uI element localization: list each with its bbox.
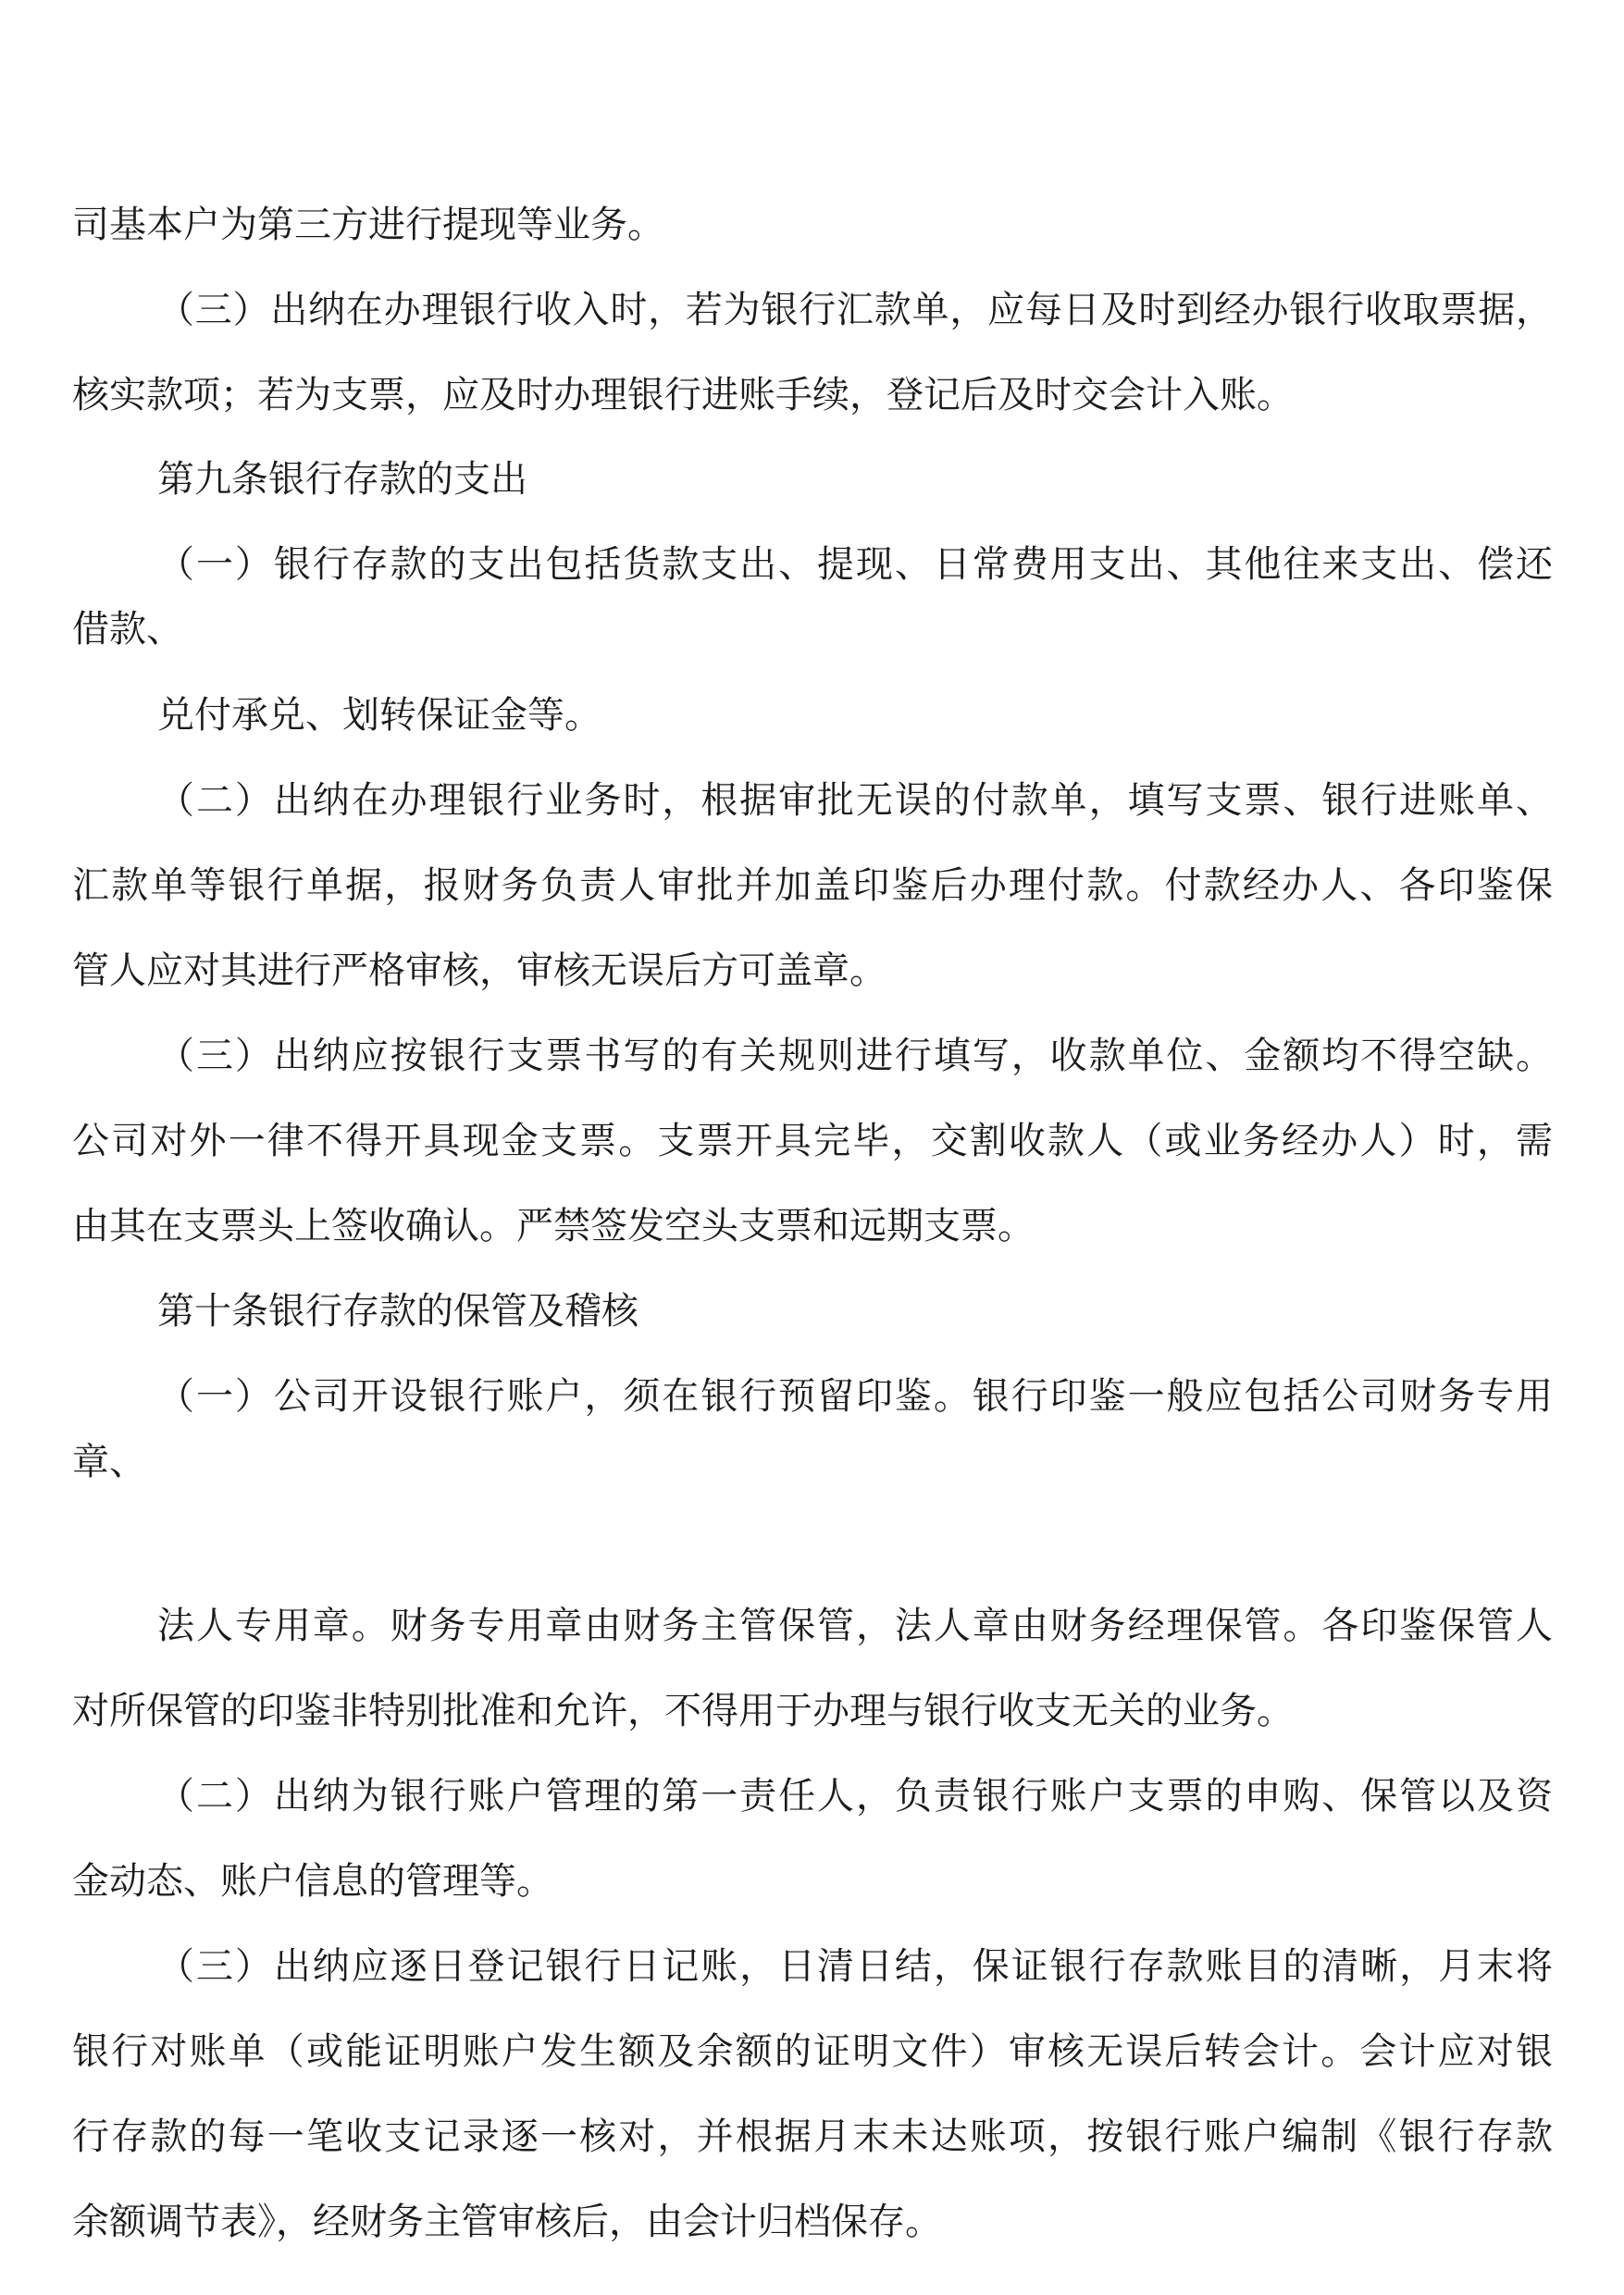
- text-line-9: 汇款单等银行单据，报财务负责人审批并加盖印鉴后办理付款。付款经办人、各印鉴保: [72, 864, 1553, 907]
- text-line-21: （三）出纳应逐日登记银行日记账，日清日结，保证银行存款账目的清晰，月末将: [157, 1945, 1553, 1988]
- text-line-16: 章、: [72, 1441, 146, 1483]
- text-line-22: 银行对账单（或能证明账户发生额及余额的证明文件）审核无误后转会计。会计应对银: [72, 2030, 1553, 2073]
- text-line-6: 借款、: [72, 608, 183, 651]
- text-line-12: 公司对外一律不得开具现金支票。支票开具完毕，交割收款人（或业务经办人）时，需: [72, 1120, 1553, 1162]
- section-heading-10: 第十条银行存款的保管及稽核: [157, 1290, 638, 1333]
- section-heading-9: 第九条银行存款的支出: [157, 458, 527, 501]
- text-line-15: （一）公司开设银行账户，须在银行预留印鉴。银行印鉴一般应包括公司财务专用: [157, 1375, 1553, 1418]
- text-line-10: 管人应对其进行严格审核，审核无误后方可盖章。: [72, 949, 886, 992]
- text-line-7: 兑付承兑、划转保证金等。: [157, 694, 601, 737]
- text-line-1: 司基本户为第三方进行提现等业务。: [72, 204, 664, 246]
- text-line-5: （一）银行存款的支出包括货款支出、提现、日常费用支出、其他往来支出、偿还: [157, 543, 1553, 586]
- text-line-17: 法人专用章。财务专用章由财务主管保管，法人章由财务经理保管。各印鉴保管人: [157, 1605, 1553, 1647]
- text-line-8: （二）出纳在办理银行业务时，根据审批无误的付款单，填写支票、银行进账单、: [157, 779, 1553, 822]
- text-line-2: （三）出纳在办理银行收入时，若为银行汇款单，应每日及时到经办银行收取票据，: [157, 289, 1553, 331]
- text-line-20: 金动态、账户信息的管理等。: [72, 1860, 553, 1903]
- text-line-19: （二）出纳为银行账户管理的第一责任人，负责银行账户支票的申购、保管以及资: [157, 1775, 1553, 1817]
- text-line-24: 余额调节表》，经财务主管审核后，由会计归档保存。: [72, 2201, 942, 2243]
- text-line-23: 行存款的每一笔收支记录逐一核对，并根据月末未达账项，按银行账户编制《银行存款: [72, 2115, 1553, 2158]
- text-line-3: 核实款项；若为支票，应及时办理银行进账手续，登记后及时交会计入账。: [72, 374, 1294, 416]
- text-line-11: （三）出纳应按银行支票书写的有关规则进行填写，收款单位、金额均不得空缺。: [157, 1035, 1553, 1077]
- text-line-13: 由其在支票头上签收确认。严禁签发空头支票和远期支票。: [72, 1205, 1035, 1247]
- text-line-18: 对所保管的印鉴非特别批准和允许，不得用于办理与银行收支无关的业务。: [72, 1690, 1294, 1732]
